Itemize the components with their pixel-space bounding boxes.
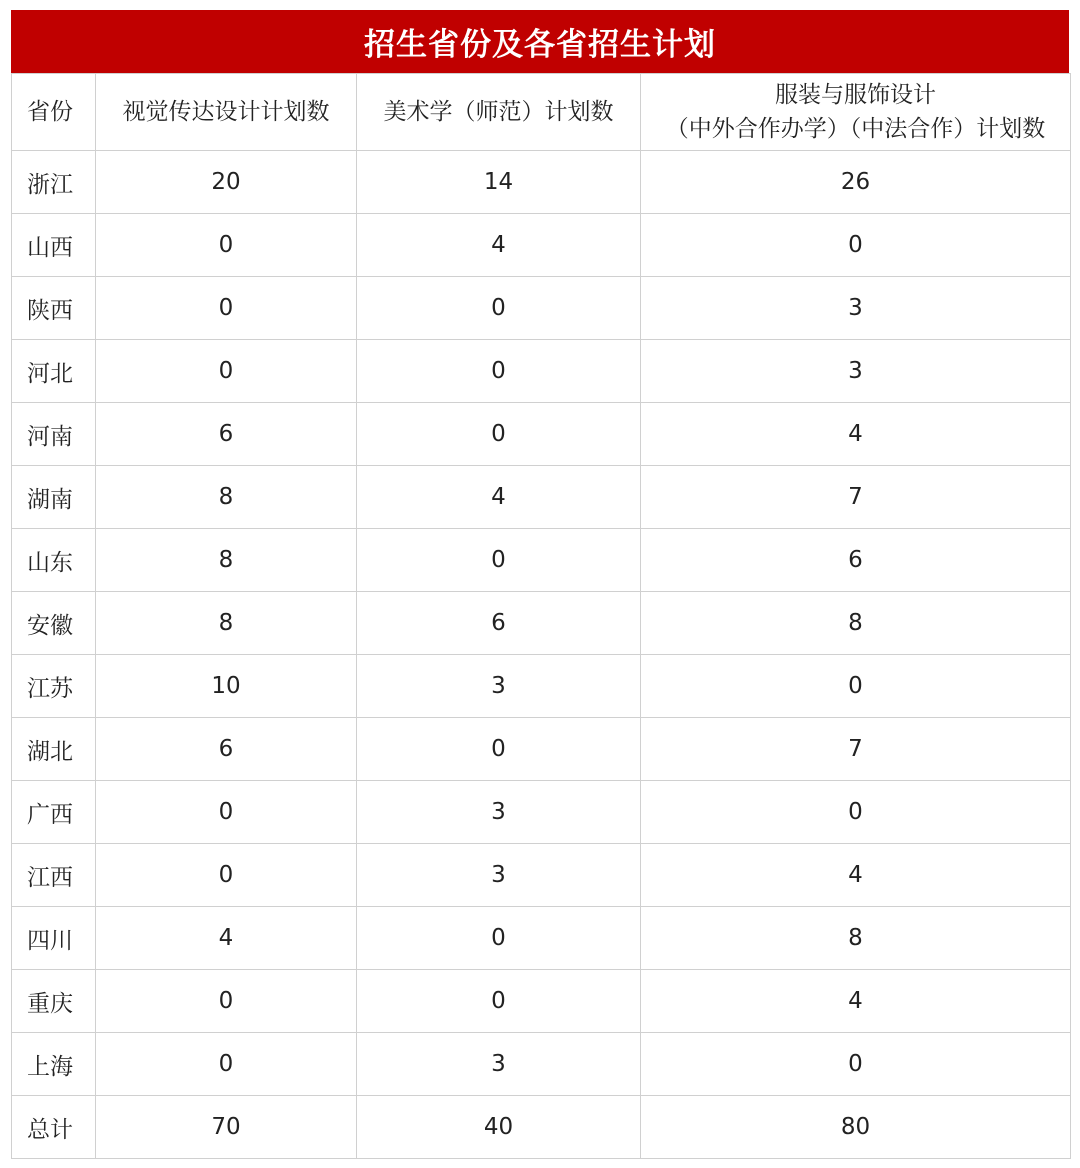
table-row [12, 718, 1071, 781]
table-row [12, 592, 1071, 655]
cell-fashion: 0 [641, 1033, 1071, 1096]
cell-fashion: 0 [641, 214, 1071, 277]
cell-visual: 20 [96, 151, 357, 214]
cell-province: 陕西 [12, 277, 96, 340]
cell-province: 山西 [12, 214, 96, 277]
table-row [12, 970, 1071, 1033]
cell-province: 湖南 [12, 466, 96, 529]
cell-visual: 0 [96, 340, 357, 403]
cell-fashion: 6 [641, 529, 1071, 592]
cell-fashion: 3 [641, 277, 1071, 340]
cell-fashion: 8 [641, 592, 1071, 655]
table-row [12, 1033, 1071, 1096]
cell-fashion: 0 [641, 655, 1071, 718]
cell-province: 上海 [12, 1033, 96, 1096]
table-row [12, 151, 1071, 214]
cell-province: 浙江 [12, 151, 96, 214]
cell-art: 4 [357, 214, 641, 277]
cell-visual: 4 [96, 907, 357, 970]
total-fashion: 80 [641, 1096, 1071, 1159]
cell-visual: 8 [96, 466, 357, 529]
cell-art: 3 [357, 781, 641, 844]
cell-art: 3 [357, 844, 641, 907]
total-art: 40 [357, 1096, 641, 1159]
cell-art: 14 [357, 151, 641, 214]
cell-art: 0 [357, 970, 641, 1033]
cell-visual: 8 [96, 529, 357, 592]
cell-province: 重庆 [12, 970, 96, 1033]
cell-art: 0 [357, 340, 641, 403]
cell-province: 四川 [12, 907, 96, 970]
table-row [12, 403, 1071, 466]
table-row [12, 655, 1071, 718]
cell-art: 0 [357, 403, 641, 466]
cell-visual: 0 [96, 781, 357, 844]
cell-art: 6 [357, 592, 641, 655]
table-row [12, 907, 1071, 970]
cell-visual: 0 [96, 277, 357, 340]
cell-province: 河南 [12, 403, 96, 466]
cell-fashion: 3 [641, 340, 1071, 403]
cell-visual: 0 [96, 970, 357, 1033]
header-province: 省份 [12, 74, 96, 151]
cell-fashion: 8 [641, 907, 1071, 970]
total-row [12, 1096, 1071, 1159]
cell-province: 江西 [12, 844, 96, 907]
table-row [12, 466, 1071, 529]
cell-art: 3 [357, 1033, 641, 1096]
cell-art: 4 [357, 466, 641, 529]
header-fashion-line2: （中外合作办学）（中法合作）计划数 [665, 116, 1046, 142]
cell-fashion: 7 [641, 718, 1071, 781]
cell-visual: 0 [96, 1033, 357, 1096]
table-row [12, 529, 1071, 592]
cell-art: 3 [357, 655, 641, 718]
cell-province: 江苏 [12, 655, 96, 718]
cell-art: 0 [357, 907, 641, 970]
header-fashion-line1: 服装与服饰设计 [775, 82, 936, 108]
cell-fashion: 4 [641, 403, 1071, 466]
cell-visual: 8 [96, 592, 357, 655]
total-visual: 70 [96, 1096, 357, 1159]
cell-province: 广西 [12, 781, 96, 844]
table-title: 招生省份及各省招生计划 [11, 10, 1069, 73]
cell-visual: 6 [96, 403, 357, 466]
header-fine-arts: 美术学（师范）计划数 [357, 74, 641, 151]
table-row [12, 340, 1071, 403]
enrollment-plan-table [11, 73, 1071, 1159]
cell-province: 湖北 [12, 718, 96, 781]
cell-province: 河北 [12, 340, 96, 403]
header-row [12, 74, 1071, 151]
cell-fashion: 0 [641, 781, 1071, 844]
table-row [12, 844, 1071, 907]
cell-fashion: 7 [641, 466, 1071, 529]
table-row [12, 781, 1071, 844]
cell-visual: 10 [96, 655, 357, 718]
cell-fashion: 4 [641, 970, 1071, 1033]
cell-province: 山东 [12, 529, 96, 592]
total-label: 总计 [12, 1096, 96, 1159]
table-row [12, 214, 1071, 277]
header-fashion-design [641, 74, 1071, 151]
cell-art: 0 [357, 718, 641, 781]
cell-fashion: 26 [641, 151, 1071, 214]
cell-visual: 0 [96, 844, 357, 907]
cell-visual: 0 [96, 214, 357, 277]
cell-province: 安徽 [12, 592, 96, 655]
cell-art: 0 [357, 529, 641, 592]
cell-art: 0 [357, 277, 641, 340]
cell-fashion: 4 [641, 844, 1071, 907]
table-row [12, 277, 1071, 340]
header-visual-communication: 视觉传达设计计划数 [96, 74, 357, 151]
cell-visual: 6 [96, 718, 357, 781]
